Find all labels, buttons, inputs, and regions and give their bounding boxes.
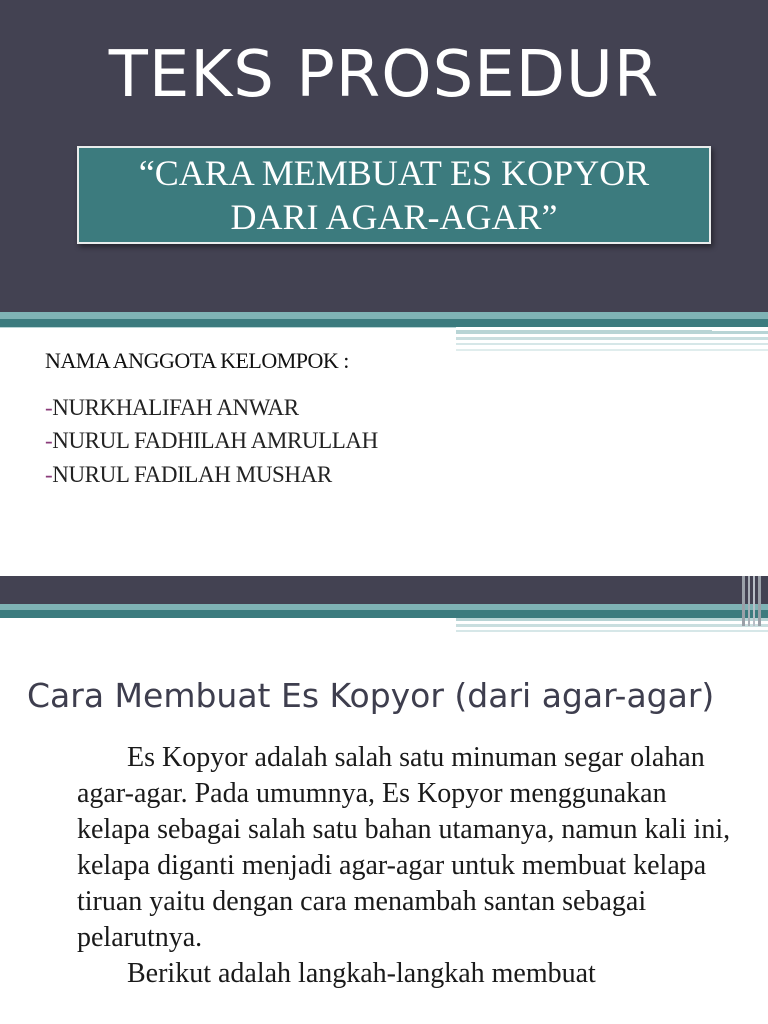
subtitle-line-2: DARI AGAR-AGAR”: [230, 197, 558, 237]
members-label: NAMA ANGGOTA KELOMPOK :: [45, 348, 349, 373]
subtitle-line-1: “CARA MEMBUAT ES KOPYOR: [138, 153, 650, 193]
member-name: NURUL FADHILAH AMRULLAH: [52, 428, 378, 453]
member-dash: -: [45, 395, 53, 420]
body-paragraph: Es Kopyor adalah salah satu minuman segar olahan agar-agar. Pada umumnya, Es Kopyor menggunakan kelapa sebagai salah satu bahan utamanya, namun kali ini, kelapa diganti menjadi agar-agar untuk membuat kelapa tiruan yaitu dengan cara menambah santan sebagai pelarutnya.: [77, 742, 731, 953]
member-dash: -: [45, 428, 53, 453]
member-name: NURUL FADILAH MUSHAR: [52, 462, 332, 487]
member-item: [45, 428, 378, 454]
member-item: [45, 395, 299, 421]
member-item: [45, 462, 332, 488]
subtitle-box: [77, 146, 711, 244]
slide-title: TEKS PROSEDUR: [108, 38, 660, 112]
member-name: NURKHALIFAH ANWAR: [52, 395, 299, 420]
member-dash: -: [45, 462, 53, 487]
content-body: [77, 740, 737, 992]
content-title: Cara Membuat Es Kopyor (dari agar-agar): [27, 676, 715, 715]
body-paragraph: Berikut adalah langkah-langkah membuat: [127, 958, 596, 989]
